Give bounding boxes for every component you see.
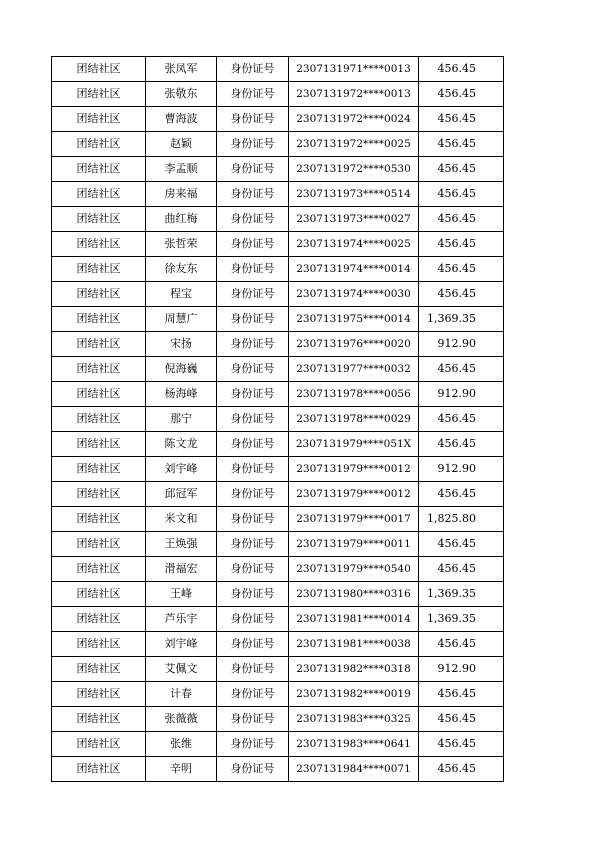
roster-table-body <box>52 57 504 782</box>
table-row <box>52 382 504 407</box>
amount-cell: 456.45 <box>419 232 504 257</box>
amount-cell: 456.45 <box>419 82 504 107</box>
amount-cell: 912.90 <box>419 657 504 682</box>
community-cell: 团结社区 <box>52 482 146 507</box>
community-cell: 团结社区 <box>52 182 146 207</box>
name-cell: 倪海巍 <box>146 357 217 382</box>
community-cell: 团结社区 <box>52 682 146 707</box>
name-cell: 宋扬 <box>146 332 217 357</box>
community-cell: 团结社区 <box>52 107 146 132</box>
community-cell: 团结社区 <box>52 457 146 482</box>
table-row <box>52 407 504 432</box>
table-row <box>52 532 504 557</box>
id-type-cell: 身份证号 <box>217 232 289 257</box>
table-row <box>52 632 504 657</box>
table-row <box>52 582 504 607</box>
id-number-cell: 2307131974****0025 <box>289 232 419 257</box>
community-cell: 团结社区 <box>52 557 146 582</box>
id-type-cell: 身份证号 <box>217 332 289 357</box>
id-number-cell: 2307131979****0012 <box>289 482 419 507</box>
id-type-cell: 身份证号 <box>217 682 289 707</box>
amount-cell: 912.90 <box>419 332 504 357</box>
id-number-cell: 2307131972****0530 <box>289 157 419 182</box>
amount-cell: 1,369.35 <box>419 307 504 332</box>
community-cell: 团结社区 <box>52 82 146 107</box>
id-type-cell: 身份证号 <box>217 532 289 557</box>
amount-cell: 456.45 <box>419 207 504 232</box>
name-cell: 王焕强 <box>146 532 217 557</box>
community-cell: 团结社区 <box>52 432 146 457</box>
table-row <box>52 657 504 682</box>
name-cell: 刘宇峰 <box>146 632 217 657</box>
amount-cell: 456.45 <box>419 632 504 657</box>
name-cell: 张哲荣 <box>146 232 217 257</box>
id-type-cell: 身份证号 <box>217 557 289 582</box>
id-number-cell: 2307131974****0030 <box>289 282 419 307</box>
table-row <box>52 207 504 232</box>
id-type-cell: 身份证号 <box>217 407 289 432</box>
table-row <box>52 507 504 532</box>
id-type-cell: 身份证号 <box>217 657 289 682</box>
id-number-cell: 2307131980****0316 <box>289 582 419 607</box>
table-row <box>52 432 504 457</box>
id-type-cell: 身份证号 <box>217 607 289 632</box>
id-number-cell: 2307131974****0014 <box>289 257 419 282</box>
amount-cell: 1,369.35 <box>419 607 504 632</box>
amount-cell: 912.90 <box>419 382 504 407</box>
amount-cell: 456.45 <box>419 532 504 557</box>
id-number-cell: 2307131977****0032 <box>289 357 419 382</box>
id-type-cell: 身份证号 <box>217 107 289 132</box>
table-row <box>52 132 504 157</box>
table-row <box>52 607 504 632</box>
community-cell: 团结社区 <box>52 357 146 382</box>
id-type-cell: 身份证号 <box>217 632 289 657</box>
table-row <box>52 332 504 357</box>
community-cell: 团结社区 <box>52 532 146 557</box>
table-row <box>52 682 504 707</box>
amount-cell: 1,825.80 <box>419 507 504 532</box>
table-row <box>52 282 504 307</box>
table-row <box>52 232 504 257</box>
community-cell: 团结社区 <box>52 507 146 532</box>
id-number-cell: 2307131973****0027 <box>289 207 419 232</box>
id-number-cell: 2307131979****0017 <box>289 507 419 532</box>
id-type-cell: 身份证号 <box>217 82 289 107</box>
table-row <box>52 157 504 182</box>
name-cell: 王峰 <box>146 582 217 607</box>
table-row <box>52 182 504 207</box>
amount-cell: 456.45 <box>419 707 504 732</box>
name-cell: 程宝 <box>146 282 217 307</box>
name-cell: 米文和 <box>146 507 217 532</box>
id-type-cell: 身份证号 <box>217 282 289 307</box>
table-row <box>52 457 504 482</box>
amount-cell: 456.45 <box>419 482 504 507</box>
community-cell: 团结社区 <box>52 707 146 732</box>
community-cell: 团结社区 <box>52 732 146 757</box>
roster-sheet <box>51 56 504 782</box>
name-cell: 滑福宏 <box>146 557 217 582</box>
table-row <box>52 257 504 282</box>
table-row <box>52 57 504 82</box>
name-cell: 李孟顺 <box>146 157 217 182</box>
id-type-cell: 身份证号 <box>217 457 289 482</box>
community-cell: 团结社区 <box>52 257 146 282</box>
id-number-cell: 2307131983****0641 <box>289 732 419 757</box>
community-cell: 团结社区 <box>52 632 146 657</box>
amount-cell: 456.45 <box>419 257 504 282</box>
name-cell: 房来福 <box>146 182 217 207</box>
amount-cell: 912.90 <box>419 457 504 482</box>
id-type-cell: 身份证号 <box>217 732 289 757</box>
id-number-cell: 2307131979****0012 <box>289 457 419 482</box>
community-cell: 团结社区 <box>52 157 146 182</box>
amount-cell: 456.45 <box>419 132 504 157</box>
id-type-cell: 身份证号 <box>217 507 289 532</box>
name-cell: 艾佩文 <box>146 657 217 682</box>
community-cell: 团结社区 <box>52 407 146 432</box>
community-cell: 团结社区 <box>52 332 146 357</box>
id-number-cell: 2307131976****0020 <box>289 332 419 357</box>
id-number-cell: 2307131972****0025 <box>289 132 419 157</box>
id-number-cell: 2307131983****0325 <box>289 707 419 732</box>
community-cell: 团结社区 <box>52 57 146 82</box>
id-number-cell: 2307131981****0014 <box>289 607 419 632</box>
community-cell: 团结社区 <box>52 132 146 157</box>
name-cell: 徐友东 <box>146 257 217 282</box>
amount-cell: 456.45 <box>419 682 504 707</box>
id-number-cell: 2307131972****0024 <box>289 107 419 132</box>
amount-cell: 456.45 <box>419 57 504 82</box>
name-cell: 张薇薇 <box>146 707 217 732</box>
table-row <box>52 82 504 107</box>
id-number-cell: 2307131984****0071 <box>289 757 419 782</box>
name-cell: 周慧广 <box>146 307 217 332</box>
amount-cell: 456.45 <box>419 357 504 382</box>
id-number-cell: 2307131981****0038 <box>289 632 419 657</box>
id-number-cell: 2307131972****0013 <box>289 82 419 107</box>
id-number-cell: 2307131971****0013 <box>289 57 419 82</box>
name-cell: 邱冠军 <box>146 482 217 507</box>
name-cell: 芦乐宇 <box>146 607 217 632</box>
community-cell: 团结社区 <box>52 582 146 607</box>
name-cell: 曹海波 <box>146 107 217 132</box>
id-number-cell: 2307131982****0318 <box>289 657 419 682</box>
community-cell: 团结社区 <box>52 282 146 307</box>
name-cell: 赵颖 <box>146 132 217 157</box>
amount-cell: 456.45 <box>419 157 504 182</box>
table-row <box>52 482 504 507</box>
name-cell: 那宁 <box>146 407 217 432</box>
id-type-cell: 身份证号 <box>217 432 289 457</box>
name-cell: 陈文龙 <box>146 432 217 457</box>
id-type-cell: 身份证号 <box>217 482 289 507</box>
community-cell: 团结社区 <box>52 232 146 257</box>
table-row <box>52 357 504 382</box>
id-number-cell: 2307131979****0011 <box>289 532 419 557</box>
table-row <box>52 557 504 582</box>
amount-cell: 456.45 <box>419 432 504 457</box>
name-cell: 张敬东 <box>146 82 217 107</box>
id-number-cell: 2307131973****0514 <box>289 182 419 207</box>
amount-cell: 456.45 <box>419 182 504 207</box>
community-cell: 团结社区 <box>52 307 146 332</box>
id-number-cell: 2307131975****0014 <box>289 307 419 332</box>
community-cell: 团结社区 <box>52 657 146 682</box>
id-number-cell: 2307131978****0029 <box>289 407 419 432</box>
id-type-cell: 身份证号 <box>217 382 289 407</box>
id-type-cell: 身份证号 <box>217 157 289 182</box>
amount-cell: 456.45 <box>419 732 504 757</box>
id-type-cell: 身份证号 <box>217 707 289 732</box>
id-type-cell: 身份证号 <box>217 132 289 157</box>
roster-table <box>51 56 504 782</box>
id-type-cell: 身份证号 <box>217 257 289 282</box>
name-cell: 张维 <box>146 732 217 757</box>
table-row <box>52 307 504 332</box>
amount-cell: 456.45 <box>419 282 504 307</box>
id-number-cell: 2307131979****0540 <box>289 557 419 582</box>
community-cell: 团结社区 <box>52 607 146 632</box>
amount-cell: 456.45 <box>419 107 504 132</box>
id-number-cell: 2307131979****051X <box>289 432 419 457</box>
id-type-cell: 身份证号 <box>217 307 289 332</box>
id-type-cell: 身份证号 <box>217 757 289 782</box>
id-type-cell: 身份证号 <box>217 182 289 207</box>
amount-cell: 1,369.35 <box>419 582 504 607</box>
name-cell: 曲红梅 <box>146 207 217 232</box>
community-cell: 团结社区 <box>52 757 146 782</box>
table-row <box>52 732 504 757</box>
table-row <box>52 107 504 132</box>
amount-cell: 456.45 <box>419 757 504 782</box>
community-cell: 团结社区 <box>52 207 146 232</box>
community-cell: 团结社区 <box>52 382 146 407</box>
table-row <box>52 707 504 732</box>
table-row <box>52 757 504 782</box>
amount-cell: 456.45 <box>419 557 504 582</box>
id-type-cell: 身份证号 <box>217 207 289 232</box>
id-number-cell: 2307131982****0019 <box>289 682 419 707</box>
id-number-cell: 2307131978****0056 <box>289 382 419 407</box>
name-cell: 张凤军 <box>146 57 217 82</box>
name-cell: 计春 <box>146 682 217 707</box>
id-type-cell: 身份证号 <box>217 57 289 82</box>
id-type-cell: 身份证号 <box>217 582 289 607</box>
name-cell: 杨海峰 <box>146 382 217 407</box>
name-cell: 刘宇峰 <box>146 457 217 482</box>
id-type-cell: 身份证号 <box>217 357 289 382</box>
name-cell: 辛明 <box>146 757 217 782</box>
amount-cell: 456.45 <box>419 407 504 432</box>
